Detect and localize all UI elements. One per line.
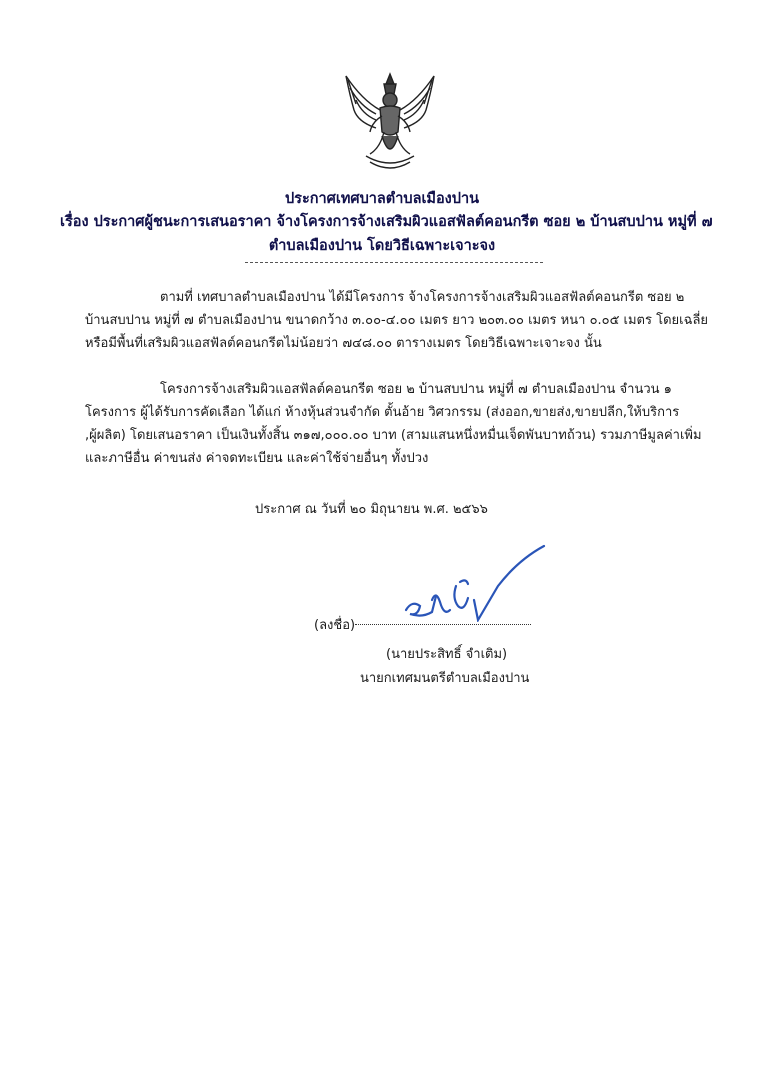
paragraph-2-line-1: โครงการจ้างเสริมผิวแอสฟัลต์คอนกรีต ซอย ๒ บ้านสบปาน หมู่ที่ ๗ ตำบลเมืองปาน จำนวน ๑	[160, 382, 672, 397]
dashed-divider	[245, 262, 543, 263]
paragraph-2-line-3: ,ผู้ผลิต) โดยเสนอราคา เป็นเงินทั้งสิ้น ๓๑๗,๐๐๐.๐๐ บาท (สามแสนหนึ่งหมื่นเจ็ดพันบาทถ้วน) รวมภาษีมูลค่าเพิ่ม	[85, 428, 702, 443]
announcement-title: ประกาศเทศบาลตำบลเมืองปาน	[284, 191, 480, 207]
paragraph-2-line-2: โครงการ ผู้ได้รับการคัดเลือก ได้แก่ ห้างหุ้นส่วนจำกัด ตั้นอ้าย วิศวกรรม (ส่งออก,ขายส่ง,ขายปลีก,ให้บริการ	[85, 405, 680, 420]
paragraph-1-line-3: หรือมีพื้นที่เสริมผิวแอสฟัลต์คอนกรีตไม่น้อยว่า ๗๔๘.๐๐ ตารางเมตร โดยวิธีเฉพาะเจาะจง นั้น	[85, 336, 602, 351]
announce-date: ประกาศ ณ วันที่ ๒๐ มิถุนายน พ.ศ. ๒๕๖๖	[255, 502, 488, 517]
paragraph-2-line-4: และภาษีอื่น ค่าขนส่ง ค่าจดทะเบียน และค่าใช้จ่ายอื่นๆ ทั้งปวง	[85, 451, 429, 466]
signature-scribble	[398, 540, 548, 622]
announcement-subject: เรื่อง ประกาศผู้ชนะการเสนอราคา จ้างโครงการจ้างเสริมผิวแอสฟัลต์คอนกรีต ซอย ๒ บ้านสบปาน หมู่ที่ ๗	[60, 214, 713, 230]
signer-position: นายกเทศมนตรีตำบลเมืองปาน	[360, 671, 530, 686]
signer-name: (นายประสิทธิ์ จำเติม)	[386, 647, 508, 662]
signature-line	[355, 624, 531, 625]
paragraph-1-line-2: บ้านสบปาน หมู่ที่ ๗ ตำบลเมืองปาน ขนาดกว้าง ๓.๐๐-๔.๐๐ เมตร ยาว ๒๐๓.๐๐ เมตร หนา ๐.๐๕ เมตร โดยเฉลี่ย	[85, 313, 709, 328]
announcement-subject-cont: ตำบลเมืองปาน โดยวิธีเฉพาะเจาะจง	[268, 238, 496, 254]
sign-label: (ลงชื่อ)	[314, 618, 356, 633]
paragraph-1-line-1: ตามที่ เทศบาลตำบลเมืองปาน ได้มีโครงการ จ้างโครงการจ้างเสริมผิวแอสฟัลต์คอนกรีต ซอย ๒	[160, 290, 685, 305]
garuda-emblem-icon	[336, 70, 444, 174]
